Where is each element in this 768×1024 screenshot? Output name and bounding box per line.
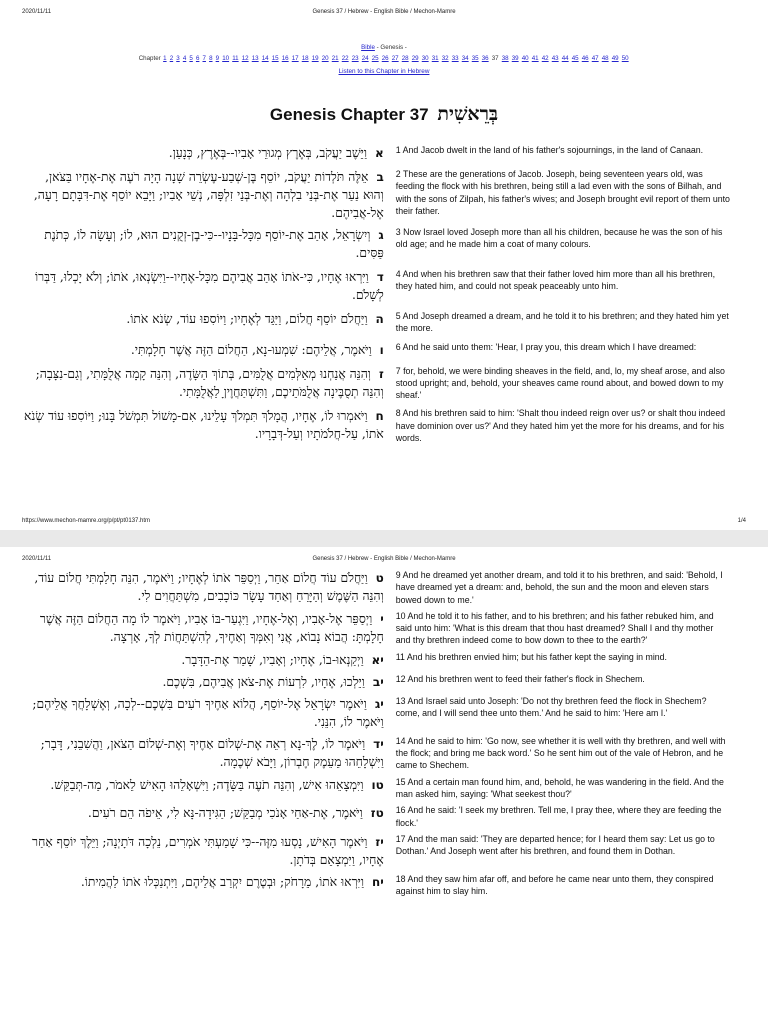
verse-hebrew [22, 804, 388, 822]
chapter-link[interactable]: 2 [169, 55, 174, 62]
verse-number-hebrew: יד [373, 736, 384, 751]
chapter-link[interactable]: 14 [261, 55, 269, 62]
verse-list [22, 144, 730, 448]
verse-hebrew [22, 226, 388, 262]
verse-row [22, 833, 730, 869]
chapter-title [0, 103, 768, 126]
chapter-link[interactable]: 21 [331, 55, 339, 62]
chapter-link[interactable]: 41 [531, 55, 539, 62]
verse-number-hebrew: טז [370, 806, 384, 821]
verse-row [22, 673, 730, 691]
verse-row [22, 268, 730, 304]
verse-number-hebrew: יח [371, 874, 384, 889]
verse-hebrew-text: וַיִּרְאוּ אֹתוֹ, מֵרָחֹק; וּבְטֶרֶם יִקְרַב אֲלֵיהֶם, וַיִּתְנַכְּלוּ אֹתוֹ לַהֲמִיתוֹ. [80, 874, 364, 889]
chapter-link[interactable]: 24 [361, 55, 369, 62]
chapter-link[interactable]: 16 [281, 55, 289, 62]
verse-english: 7 for, behold, we were binding sheaves in the field, and, lo, my sheaf arose, and also stood upright; and, behold, your sheaves came round about, and bowed down to my sheaf.' [395, 365, 725, 401]
verse-hebrew-text: אֵלֶּה תֹּלְדוֹת יַעֲקֹב, יוֹסֵף בֶּן-שְׁבַע-עֶשְׂרֵה שָׁנָה הָיָה רֹעֶה אֶת-אֶחָיו בַּצֹּאן, וְהוּא נַעַר אֶת-בְּנֵי בִלְהָה וְאֶת-בְּנֵי זִלְפָּה, נְשֵׁי אָבִיו; וַיָּבֵא יוֹסֵף אֶת-דִּבָּתָם רָעָה, אֶל-אֲבִיהֶם. [33, 170, 384, 220]
chapter-link[interactable]: 10 [222, 55, 230, 62]
verse-number-hebrew: ב [376, 170, 384, 184]
chapter-label: Chapter [138, 55, 161, 62]
chapter-link[interactable]: 7 [202, 55, 206, 62]
chapter-link[interactable]: 36 [481, 55, 489, 62]
print-date: 2020/11/11 [22, 556, 52, 562]
verse-english: 17 And the man said: 'They are departed hence; for I heard them say: Let us go to Dothan.' And Joseph went after his brethren, and found them in Dothan. [395, 833, 715, 857]
verse-hebrew [22, 268, 388, 304]
chapter-link[interactable]: 22 [341, 55, 349, 62]
book-name: - Genesis - [374, 44, 407, 51]
chapter-link[interactable]: 6 [195, 55, 200, 62]
chapter-link[interactable]: 19 [311, 55, 319, 62]
page-number: 1/4 [737, 518, 746, 524]
verse-english: 14 And he said to him: 'Go now, see whether it is well with thy brethren, and well with the flock; and bring me back word.' So he sent him out of the vale of Hebron, and he came to Shechem. [395, 735, 726, 771]
verse-hebrew [22, 673, 388, 691]
chapter-link[interactable]: 42 [541, 55, 549, 62]
verse-hebrew [22, 610, 388, 646]
verse-number-hebrew: יא [371, 652, 384, 667]
verse-number-hebrew: ט [375, 571, 384, 585]
verse-number-hebrew: ה [375, 312, 384, 326]
verse-number-hebrew: ז [378, 366, 384, 381]
verse-hebrew [22, 735, 388, 771]
verse-hebrew-text: וַיֹּאמֶר יִשְׂרָאֵל אֶל-יוֹסֵף, הֲלוֹא אַחֶיךָ רֹעִים בִּשְׁכֶם--לְכָה, וְאֶשְׁלָחֲךָ אֲלֵיהֶם; וַיֹּאמֶר לוֹ, הִנֵּנִי. [32, 696, 384, 729]
chapter-link[interactable]: 49 [611, 55, 619, 62]
verse-hebrew-text: וַיֹּאמֶר, אֲלֵיהֶם: שִׁמְעוּ-נָא, הַחֲלוֹם הַזֶּה אֲשֶׁר חָלָמְתִּי. [130, 342, 372, 357]
chapter-link[interactable]: 29 [411, 55, 419, 62]
verse-row [22, 610, 730, 647]
verse-row [22, 310, 730, 335]
verse-hebrew [22, 365, 388, 401]
chapter-links-before [162, 55, 491, 62]
chapter-link[interactable]: 46 [581, 55, 589, 62]
verse-english: 8 And his brethren said to him: 'Shalt thou indeed reign over us? or shalt thou indeed have dominion over us?' And they hated him yet the more for his dreams, and for his words. [395, 408, 726, 444]
print-url: https://www.mechon-mamre.org/p/pt/pt0137.htm [22, 518, 151, 524]
chapter-link[interactable]: 5 [189, 55, 193, 62]
verse-hebrew-text: וַיַּחֲלֹם עוֹד חֲלוֹם אַחֵר, וַיְסַפֵּר אֹתוֹ לְאֶחָיו; וַיֹּאמֶר, הִנֵּה חָלַמְתִּי חֲלוֹם עוֹד, וְהִנֵּה הַשֶּׁמֶשׁ וְהַיָּרֵחַ וְאַחַד עָשָׂר כּוֹכָבִים, מִשְׁתַּחֲוִים לִי. [34, 571, 384, 603]
chapter-link[interactable]: 40 [521, 55, 529, 62]
chapter-link[interactable]: 33 [451, 55, 459, 62]
verse-number-hebrew: א [375, 146, 384, 160]
verse-hebrew [22, 873, 388, 891]
page-separator [0, 530, 768, 547]
verse-hebrew-text: וַיֹּאמֶר הָאִישׁ, נָסְעוּ מִזֶּה--כִּי שָׁמַעְתִּי אֹמְרִים, נֵלְכָה דֹּתָיְנָה; וַיֵּלֶךְ יוֹסֵף אַחַר אֶחָיו, וַיִּמְצָאֵם בְּדֹתָן. [32, 834, 384, 867]
print-date: 2020/11/11 [22, 9, 52, 15]
verse-english: 10 And he told it to his father, and to his brethren; and his father rebuked him, and said unto him: 'What is this dream that thou hast dreamed? Shall I and thy mother and thy brethren indeed come to bow down to thee to the earth?' [395, 610, 714, 646]
verse-hebrew-text: וְהִנֵּה אֲנַחְנוּ מְאַלְּמִים אֲלֻמִּים, בְּתוֹךְ הַשָּׂדֶה, וְהִנֵּה קָמָה אֲלֻמָּתִי, וְגַם-נִצָּבָה; וְהִנֵּה תְסֻבֶּינָה אֲלֻמֹּתֵיכֶם, וַתִּשְׁתַּחֲוֶיןָ לַאֲלֻמָּתִי. [35, 366, 384, 399]
verse-hebrew-text: וַיֹּאמֶר לוֹ, לֶךְ-נָא רְאֵה אֶת-שְׁלוֹם אַחֶיךָ וְאֶת-שְׁלוֹם הַצֹּאן, וַהֲשִׁבֵנִי, דָּבָר; וַיִּשְׁלָחֵהוּ מֵעֵמֶק חֶבְרוֹן, וַיָּבֹא שְׁכֶמָה. [40, 736, 384, 769]
verse-number-hebrew: י [380, 611, 384, 626]
chapter-link[interactable]: 27 [391, 55, 399, 62]
verse-number-hebrew: יג [374, 696, 384, 711]
chapter-link[interactable]: 8 [209, 55, 213, 62]
print-title: Genesis 37 / Hebrew - English Bible / Mechon-Mamre [312, 556, 456, 562]
verse-hebrew [22, 168, 388, 222]
chapter-link[interactable]: 18 [301, 55, 309, 62]
verse-english: 18 And they saw him afar off, and before he came near unto them, they conspired against him to slay him. [395, 873, 714, 897]
verse-row [22, 651, 730, 669]
verse-hebrew-text: וְיִשְׂרָאֵל, אָהַב אֶת-יוֹסֵף מִכָּל-בָּנָיו--כִּי-בֶן-זְקֻנִים הוּא, לוֹ; וְעָשָׂה לוֹ, כְּתֹנֶת פַּסִּים. [44, 228, 384, 260]
chapter-link[interactable]: 48 [601, 55, 609, 62]
verse-english: 2 These are the generations of Jacob. Joseph, being seventeen years old, was feeding the flock with his brethren, being still a lad even with the sons of Bilhah, and with the sons of Zilpah, his father's wives; and Joseph brought evil report of them unto their father. [395, 169, 730, 216]
chapter-link[interactable]: 38 [501, 55, 509, 62]
chapter-link[interactable]: 3 [176, 55, 180, 62]
chapter-link[interactable]: 35 [471, 55, 479, 62]
chapter-link[interactable]: 43 [551, 55, 559, 62]
chapter-link[interactable]: 50 [621, 55, 629, 62]
verse-row [22, 735, 730, 772]
verse-row [22, 804, 730, 829]
listen-section [0, 68, 768, 75]
chapter-title-hebrew: בְּרֵאשִׁית [437, 103, 499, 125]
verse-hebrew-text: וַיְסַפֵּר אֶל-אָבִיו, וְאֶל-אֶחָיו, וַיִּגְעַר-בּוֹ אָבִיו, וַיֹּאמֶר לוֹ מָה הַחֲלוֹם הַזֶּה אֲשֶׁר חָלָמְתָּ: הֲבוֹא נָבוֹא, אֲנִי וְאִמְּךָ וְאַחֶיךָ, לְהִשְׁתַּחֲוֹת לְךָ, אָרְצָה. [39, 611, 384, 644]
chapter-link[interactable]: 34 [461, 55, 469, 62]
verse-number-hebrew: ג [378, 228, 384, 242]
verse-english: 13 And Israel said unto Joseph: 'Do not thy brethren feed the flock in Shechem? come, and I will send thee unto them.' And he said to him: 'Here am I.' [395, 695, 707, 719]
verse-hebrew [22, 776, 388, 794]
verse-row [22, 873, 730, 898]
chapter-link[interactable]: 1 [163, 55, 167, 62]
chapter-navigation [0, 42, 768, 64]
listen-link[interactable]: Listen to this Chapter in Hebrew [338, 68, 430, 75]
verse-english: 12 And his brethren went to feed their father's flock in Shechem. [395, 673, 645, 684]
chapter-link[interactable]: 12 [241, 55, 249, 62]
verse-number-hebrew: טו [371, 777, 384, 792]
verse-row [22, 776, 730, 801]
chapter-link[interactable]: 47 [591, 55, 599, 62]
verse-english: 9 And he dreamed yet another dream, and told it to his brethren, and said: 'Behold, I have dreamed yet a dream: and, behold, the sun and the moon and eleven stars bowed down to me.' [395, 570, 723, 605]
verse-hebrew [22, 695, 388, 731]
verse-hebrew-text: וַיֹּאמְרוּ לוֹ, אֶחָיו, הֲמָלֹךְ תִּמְלֹךְ עָלֵינוּ, אִם-מָשׁוֹל תִּמְשֹׁל בָּנוּ; וַיּוֹסִפוּ עוֹד שְׂנֹא אֹתוֹ, עַל-חֲלֹמֹתָיו וְעַל-דְּבָרָיו. [24, 409, 384, 442]
verse-row [22, 569, 730, 606]
verse-number-hebrew: יב [372, 674, 384, 689]
chapter-link[interactable]: 32 [441, 55, 449, 62]
chapter-link[interactable]: 25 [371, 55, 379, 62]
chapter-link[interactable]: 20 [321, 55, 329, 62]
verse-hebrew-text: וַיֹּאמֶר, אֶת-אַחַי אָנֹכִי מְבַקֵּשׁ; הַגִּידָה-נָּא לִי, אֵיפֹה הֵם רֹעִים. [87, 806, 363, 821]
verse-number-hebrew: יז [375, 834, 384, 849]
verse-row [22, 144, 730, 162]
verse-english: 15 And a certain man found him, and, behold, he was wandering in the field. And the man asked him, saying: 'What seekest thou?' [395, 776, 724, 799]
verse-hebrew [22, 407, 388, 443]
verse-hebrew [22, 310, 388, 328]
verse-hebrew [22, 569, 388, 605]
print-page-2 [0, 547, 768, 1024]
verse-english: 4 And when his brethren saw that their father loved him more than all his brethren, they hated him, and could not speak peaceably unto him. [395, 269, 716, 292]
verse-hebrew [22, 651, 388, 669]
chapter-link[interactable]: 13 [251, 55, 259, 62]
verse-hebrew [22, 144, 388, 162]
verse-row [22, 168, 730, 222]
verse-number-hebrew: ד [376, 270, 384, 284]
print-title: Genesis 37 / Hebrew - English Bible / Mechon-Mamre [312, 9, 456, 15]
chapter-link[interactable]: 30 [421, 55, 429, 62]
verse-hebrew-text: וַיַּחֲלֹם יוֹסֵף חֲלוֹם, וַיַּגֵּד לְאֶחָיו; וַיּוֹסִפוּ עוֹד, שְׂנֹא אֹתוֹ. [126, 312, 368, 326]
chapter-list [0, 53, 768, 64]
chapter-link[interactable]: 28 [401, 55, 409, 62]
chapter-link[interactable]: 23 [351, 55, 359, 62]
verse-row [22, 226, 730, 262]
verse-hebrew [22, 833, 388, 869]
verse-english: 5 And Joseph dreamed a dream, and he told it to his brethren; and they hated him yet the more. [395, 311, 729, 334]
chapter-link[interactable]: 15 [271, 55, 279, 62]
verse-row [22, 695, 730, 731]
chapter-link[interactable]: 17 [291, 55, 299, 62]
chapter-link[interactable]: 39 [511, 55, 519, 62]
chapter-title-english: Genesis Chapter 37 [269, 105, 429, 124]
verse-english: 11 And his brethren envied him; but his father kept the saying in mind. [395, 651, 667, 662]
verse-list [22, 569, 730, 901]
verse-number-hebrew: ו [379, 342, 384, 357]
chapter-link[interactable]: 11 [232, 55, 239, 62]
chapter-link[interactable]: 9 [215, 55, 220, 62]
verse-hebrew-text: וַיִּמְצָאֵהוּ אִישׁ, וְהִנֵּה תֹעֶה בַּשָּׂדֶה; וַיִּשְׁאָלֵהוּ הָאִישׁ לֵאמֹר, מַה-תְּבַקֵּשׁ. [50, 777, 364, 792]
bible-link[interactable]: Bible [361, 44, 375, 51]
current-chapter: 37 [491, 55, 499, 62]
verse-row [22, 365, 730, 402]
chapter-link[interactable]: 45 [571, 55, 579, 62]
verse-hebrew [22, 341, 388, 359]
chapter-link[interactable]: 26 [381, 55, 389, 62]
chapter-link[interactable]: 4 [182, 55, 187, 62]
verse-row [22, 407, 730, 444]
verse-hebrew-text: וַיֵּשֶׁב יַעֲקֹב, בְּאֶרֶץ מְגוּרֵי אָבִיו--בְּאֶרֶץ, כְּנָעַן. [168, 146, 368, 160]
chapter-link[interactable]: 44 [561, 55, 569, 62]
verse-hebrew-text: וַיְקַנְאוּ-בוֹ, אֶחָיו; וְאָבִיו, שָׁמַר אֶת-הַדָּבָר. [181, 652, 364, 667]
verse-hebrew-text: וַיֵּלְכוּ, אֶחָיו, לִרְעוֹת אֶת-צֹאן אֲבִיהֶם, בִּשְׁכֶם. [162, 674, 365, 689]
verse-english: 1 And Jacob dwelt in the land of his father's sojournings, in the land of Canaan. [395, 145, 704, 155]
chapter-links-after [501, 55, 629, 62]
verse-row [22, 341, 730, 359]
verse-english: 3 Now Israel loved Joseph more than all his children, because he was the son of his old age; and he made him a coat of many colours. [395, 227, 723, 250]
verse-hebrew-text: וַיִּרְאוּ אֶחָיו, כִּי-אֹתוֹ אָהַב אֲבִיהֶם מִכָּל-אֶחָיו--וַיִּשְׂנְאוּ, אֹתוֹ; וְלֹא יָכְלוּ, דַּבְּרוֹ לְשָׁלֹם. [35, 270, 384, 302]
chapter-link[interactable]: 31 [431, 55, 439, 62]
verse-english: 16 And he said: 'I seek my brethren. Tell me, I pray thee, where they are feeding the flock.' [395, 805, 722, 828]
verse-number-hebrew: ח [375, 409, 384, 424]
verse-english: 6 And he said unto them: 'Hear, I pray you, this dream which I have dreamed: [395, 341, 697, 352]
